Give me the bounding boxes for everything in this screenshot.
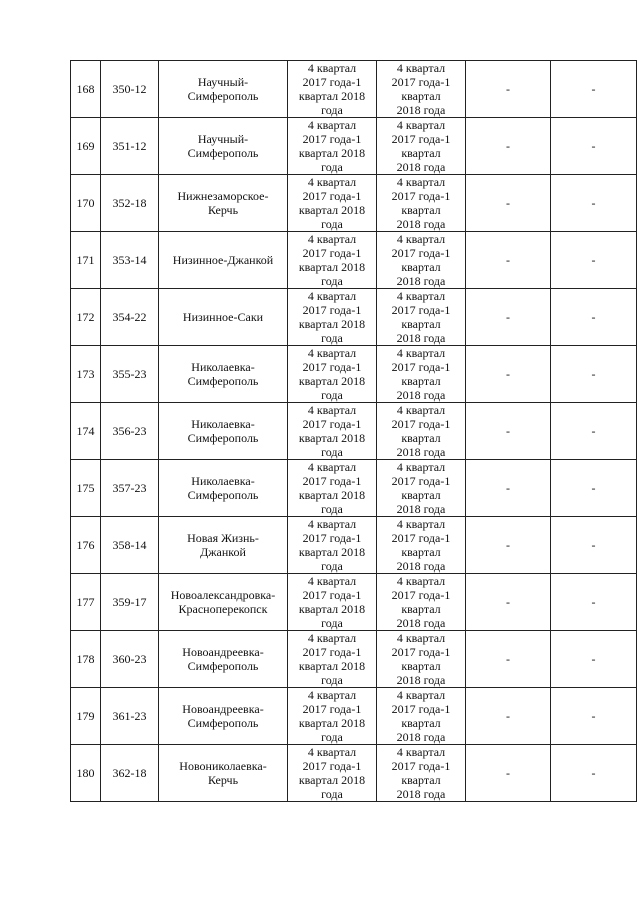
row-number-cell: 170 [71,175,101,232]
route-code-cell: 353-14 [101,232,159,289]
route-code-cell: 350-12 [101,61,159,118]
row-number-cell: 168 [71,61,101,118]
start-period-cell: 4 квартал 2017 года-1 квартал 2018 года [288,232,377,289]
column-7-cell: - [551,346,637,403]
end-period-cell: 4 квартал 2017 года-1 квартал 2018 года [377,631,466,688]
route-code-cell: 355-23 [101,346,159,403]
column-7-cell: - [551,688,637,745]
end-period-cell: 4 квартал 2017 года-1 квартал 2018 года [377,61,466,118]
route-code-cell: 354-22 [101,289,159,346]
column-6-cell: - [466,745,551,802]
end-period-cell: 4 квартал 2017 года-1 квартал 2018 года [377,403,466,460]
end-period-cell: 4 квартал 2017 года-1 квартал 2018 года [377,460,466,517]
table-row [71,232,637,289]
table-row [71,61,637,118]
route-code-cell: 357-23 [101,460,159,517]
table-row [71,688,637,745]
route-code-cell: 360-23 [101,631,159,688]
row-number-cell: 180 [71,745,101,802]
end-period-cell: 4 квартал 2017 года-1 квартал 2018 года [377,232,466,289]
table-row [71,403,637,460]
end-period-cell: 4 квартал 2017 года-1 квартал 2018 года [377,346,466,403]
column-7-cell: - [551,745,637,802]
route-name-cell: Новоандреевка- Симферополь [159,631,288,688]
route-name-cell: Научный- Симферополь [159,61,288,118]
table-row [71,118,637,175]
route-name-cell: Николаевка- Симферополь [159,460,288,517]
column-6-cell: - [466,460,551,517]
route-name-cell: Научный- Симферополь [159,118,288,175]
column-7-cell: - [551,460,637,517]
route-name-cell: Нижнезаморское- Керчь [159,175,288,232]
end-period-cell: 4 квартал 2017 года-1 квартал 2018 года [377,289,466,346]
route-code-cell: 361-23 [101,688,159,745]
column-6-cell: - [466,118,551,175]
start-period-cell: 4 квартал 2017 года-1 квартал 2018 года [288,574,377,631]
route-name-cell: Низинное-Саки [159,289,288,346]
table-row [71,175,637,232]
column-7-cell: - [551,403,637,460]
column-7-cell: - [551,61,637,118]
start-period-cell: 4 квартал 2017 года-1 квартал 2018 года [288,118,377,175]
column-7-cell: - [551,118,637,175]
start-period-cell: 4 квартал 2017 года-1 квартал 2018 года [288,460,377,517]
column-6-cell: - [466,232,551,289]
start-period-cell: 4 квартал 2017 года-1 квартал 2018 года [288,403,377,460]
column-6-cell: - [466,346,551,403]
route-code-cell: 359-17 [101,574,159,631]
row-number-cell: 175 [71,460,101,517]
row-number-cell: 173 [71,346,101,403]
column-7-cell: - [551,517,637,574]
column-7-cell: - [551,232,637,289]
route-name-cell: Николаевка- Симферополь [159,403,288,460]
table-row [71,631,637,688]
row-number-cell: 179 [71,688,101,745]
start-period-cell: 4 квартал 2017 года-1 квартал 2018 года [288,346,377,403]
start-period-cell: 4 квартал 2017 года-1 квартал 2018 года [288,289,377,346]
column-6-cell: - [466,61,551,118]
column-7-cell: - [551,289,637,346]
row-number-cell: 177 [71,574,101,631]
table-row [71,574,637,631]
column-6-cell: - [466,175,551,232]
row-number-cell: 172 [71,289,101,346]
route-code-cell: 351-12 [101,118,159,175]
end-period-cell: 4 квартал 2017 года-1 квартал 2018 года [377,688,466,745]
table-body [71,61,637,802]
start-period-cell: 4 квартал 2017 года-1 квартал 2018 года [288,688,377,745]
route-code-cell: 358-14 [101,517,159,574]
table-row [71,517,637,574]
row-number-cell: 171 [71,232,101,289]
route-code-cell: 352-18 [101,175,159,232]
row-number-cell: 169 [71,118,101,175]
route-name-cell: Новая Жизнь- Джанкой [159,517,288,574]
row-number-cell: 176 [71,517,101,574]
route-code-cell: 362-18 [101,745,159,802]
end-period-cell: 4 квартал 2017 года-1 квартал 2018 года [377,175,466,232]
column-7-cell: - [551,574,637,631]
start-period-cell: 4 квартал 2017 года-1 квартал 2018 года [288,61,377,118]
end-period-cell: 4 квартал 2017 года-1 квартал 2018 года [377,517,466,574]
start-period-cell: 4 квартал 2017 года-1 квартал 2018 года [288,175,377,232]
column-6-cell: - [466,517,551,574]
end-period-cell: 4 квартал 2017 года-1 квартал 2018 года [377,745,466,802]
start-period-cell: 4 квартал 2017 года-1 квартал 2018 года [288,745,377,802]
route-name-cell: Низинное-Джанкой [159,232,288,289]
start-period-cell: 4 квартал 2017 года-1 квартал 2018 года [288,631,377,688]
column-7-cell: - [551,631,637,688]
column-6-cell: - [466,688,551,745]
table-row [71,745,637,802]
route-name-cell: Николаевка- Симферополь [159,346,288,403]
route-name-cell: Новоалександровка- Красноперекопск [159,574,288,631]
route-schedule-table [70,60,637,802]
end-period-cell: 4 квартал 2017 года-1 квартал 2018 года [377,118,466,175]
column-7-cell: - [551,175,637,232]
route-code-cell: 356-23 [101,403,159,460]
row-number-cell: 178 [71,631,101,688]
end-period-cell: 4 квартал 2017 года-1 квартал 2018 года [377,574,466,631]
column-6-cell: - [466,631,551,688]
row-number-cell: 174 [71,403,101,460]
column-6-cell: - [466,289,551,346]
table-row [71,289,637,346]
start-period-cell: 4 квартал 2017 года-1 квартал 2018 года [288,517,377,574]
table-row [71,460,637,517]
column-6-cell: - [466,403,551,460]
column-6-cell: - [466,574,551,631]
route-name-cell: Новоандреевка- Симферополь [159,688,288,745]
table-row [71,346,637,403]
route-name-cell: Новониколаевка- Керчь [159,745,288,802]
